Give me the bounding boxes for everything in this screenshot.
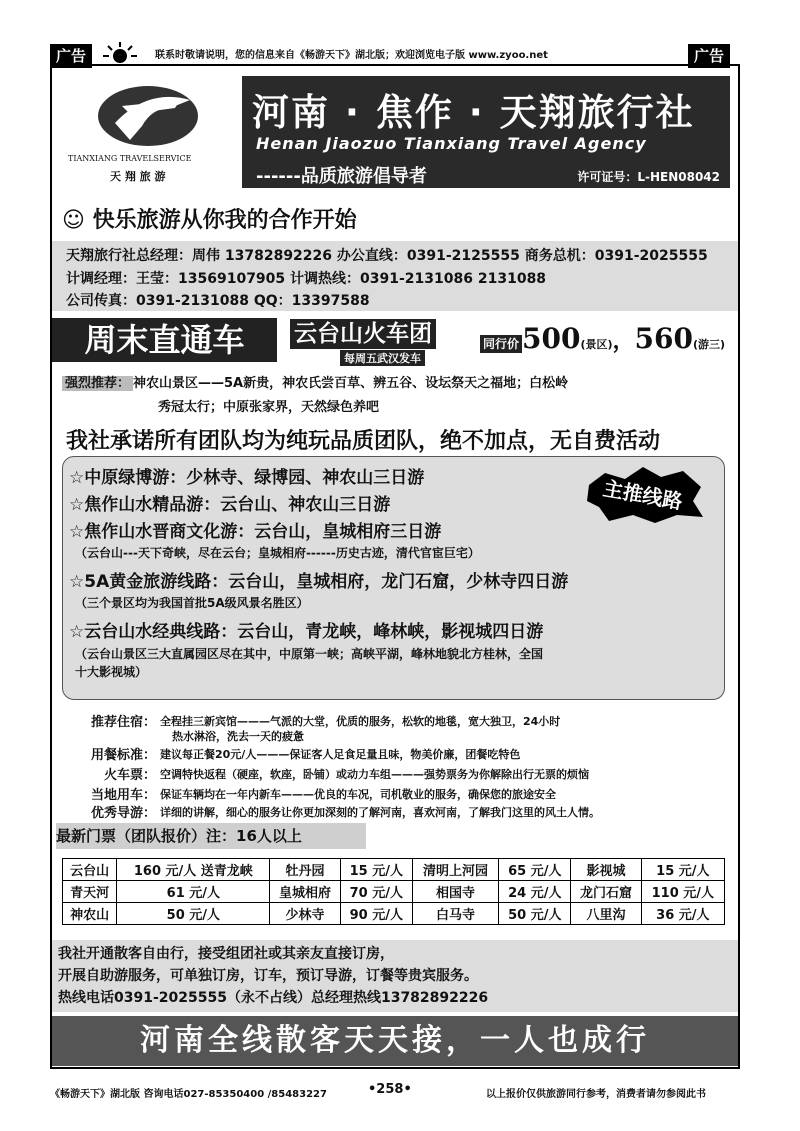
- price-bar: [480, 322, 725, 356]
- agency-title-en: Henan Jiaozuo Tianxiang Travel Agency: [256, 134, 647, 153]
- table-cell: 36 元/人: [641, 903, 724, 925]
- table-cell: 神农山: [63, 903, 117, 925]
- table-cell: 青天河: [63, 881, 117, 903]
- table-cell: 61 元/人: [117, 881, 270, 903]
- ticket-table: [62, 858, 725, 925]
- ad-tag-right: 广告: [688, 44, 730, 68]
- table-cell: 皇城相府: [270, 881, 340, 903]
- table-cell: 白马寺: [412, 903, 498, 925]
- price-label: 同行价: [480, 335, 522, 353]
- service-label: 当地用车：: [90, 788, 156, 803]
- table-cell: 牡丹园: [270, 859, 340, 881]
- route-title: ☆5A黄金旅游线路：云台山，皇城相府，龙门石窟，少林寺四日游: [69, 572, 569, 592]
- offer-line: 开展自助游服务，可单独订房，订车，预订导游，订餐等贵宾服务。: [58, 968, 478, 984]
- logo-en: TIANXIANG TRAVELSERVICE: [68, 154, 192, 163]
- promise-text: 我社承诺所有团队均为纯玩品质团队，绝不加点，无自费活动: [66, 429, 661, 454]
- train-group-sub: 每周五武汉发车: [340, 350, 425, 366]
- page-number: •258•: [368, 1082, 412, 1097]
- footer-right: 以上报价仅供旅游同行参考，消费者请勿参阅此书: [486, 1089, 706, 1100]
- service-label: 推荐住宿：: [90, 715, 156, 730]
- service-label: 用餐标准：: [90, 748, 156, 763]
- table-cell: 110 元/人: [641, 881, 724, 903]
- table-cell: 少林寺: [270, 903, 340, 925]
- table-cell: 70 元/人: [340, 881, 412, 903]
- agency-title: 河南 · 焦作 · 天翔旅行社: [252, 91, 695, 134]
- logo-cn: 天 翔 旅 游: [110, 170, 166, 183]
- footer-left: 《畅游天下》湖北版 咨询电话027-85350400 /85483227: [50, 1089, 327, 1100]
- table-cell: 24 元/人: [499, 881, 571, 903]
- route-note: （云台山景区三大直属园区尽在其中，中原第一峡；高峡平湖，峰林地貌北方桂林，全国: [75, 647, 544, 661]
- agency-banner: [242, 76, 730, 188]
- route-note: （三个景区均为我国首批5A级风景名胜区）: [75, 596, 309, 610]
- route-title: ☆云台山水经典线路：云台山，青龙峡，峰林峡，影视城四日游: [69, 622, 544, 642]
- contact-line: 公司传真：0391-2131088 QQ：13397588: [66, 293, 370, 309]
- service-text: 详细的讲解，细心的服务让你更加深刻的了解河南，喜欢河南，了解我门这里的风土人情。: [160, 806, 600, 819]
- table-row: [63, 903, 725, 925]
- offer-line: 热线电话0391-2025555（永不占线）总经理热线13782892226: [58, 990, 489, 1006]
- table-row: [63, 859, 725, 881]
- route-note: 十大影视城）: [75, 665, 148, 679]
- table-cell: 90 元/人: [340, 903, 412, 925]
- offer-line: 我社开通散客自由行，接受组团社或其亲友直接订房，: [58, 946, 394, 962]
- price-sep: ，: [612, 329, 635, 354]
- table-cell: 相国寺: [412, 881, 498, 903]
- service-text: 热水淋浴，洗去一天的疲惫: [172, 730, 304, 743]
- services-offer-box: [52, 940, 738, 1012]
- happy-heading-text: 快乐旅游从你我的合作开始: [92, 208, 357, 233]
- weekend-express-title: 周末直通车: [52, 318, 277, 362]
- table-cell: 龙门石窟: [571, 881, 641, 903]
- table-cell: 65 元/人: [499, 859, 571, 881]
- recommend-label: 强烈推荐：: [62, 376, 133, 391]
- route-title: ☆焦作山水晋商文化游：云台山，皇城相府三日游: [69, 522, 442, 542]
- service-text: 建议每正餐20元/人———保证客人足食足量且味，物美价廉，团餐吃特色: [160, 748, 521, 761]
- strong-recommend: [62, 372, 568, 391]
- route-title: ☆焦作山水精品游：云台山、神农山三日游: [69, 495, 391, 515]
- route-title: ☆中原绿博游：少林寺、绿博园、神农山三日游: [69, 468, 425, 488]
- service-text: 全程挂三新宾馆———气派的大堂，优质的服务，松软的地毯，宽大独卫，24小时: [160, 715, 561, 728]
- price-2-note: (游三): [693, 338, 726, 351]
- service-label: 火车票：: [103, 768, 156, 783]
- badge-text: 主推线路: [601, 476, 685, 514]
- price-1: 500: [522, 322, 581, 355]
- company-logo: [60, 78, 235, 190]
- train-group-title: 云台山火车团: [290, 319, 436, 349]
- smiley-icon: ☺: [62, 208, 85, 233]
- price-1-note: (景区): [580, 338, 613, 351]
- ad-tag-left: 广告: [50, 44, 92, 68]
- table-cell: 15 元/人: [340, 859, 412, 881]
- table-cell: 50 元/人: [499, 903, 571, 925]
- happy-heading: [62, 203, 357, 234]
- agency-slogan: ------品质旅游倡导者: [256, 166, 427, 187]
- contact-line: 计调经理：王莹：13569107905 计调热线：0391-2131086 2131088: [66, 271, 547, 287]
- table-cell: 15 元/人: [641, 859, 724, 881]
- main-route-badge: [585, 465, 705, 525]
- table-cell: 160 元/人 送青龙峡: [117, 859, 270, 881]
- tianxiang-logo-icon: [60, 78, 235, 158]
- license-number: 许可证号：L-HEN08042: [577, 170, 720, 184]
- recommend-line-1: 神农山景区——5A新贵，神农氏尝百草、辨五谷、设坛祭天之福地；白松岭: [133, 376, 569, 391]
- table-cell: 云台山: [63, 859, 117, 881]
- sun-logo-icon: [100, 40, 140, 64]
- contact-line: 天翔旅行社总经理：周伟 13782892226 办公直线：0391-2125555 商务总机：0391-2025555: [66, 248, 708, 264]
- table-cell: 八里沟: [571, 903, 641, 925]
- table-cell: 50 元/人: [117, 903, 270, 925]
- route-note: （云台山---天下奇峡，尽在云台；皇城相府------历史古迹，清代官宦巨宅）: [75, 546, 480, 560]
- contact-box: [52, 241, 738, 311]
- recommend-line-2: 秀冠太行；中原张家界，天然绿色养吧: [158, 400, 380, 415]
- tickets-heading: 最新门票（团队报价）注：16人以上: [56, 823, 366, 849]
- price-2: 560: [634, 322, 693, 355]
- service-text: 空调特快返程（硬座，软座，卧铺）或动力车组———强势票务为你解除出行无票的烦恼: [160, 768, 589, 781]
- big-slogan: 河南全线散客天天接，一人也成行: [52, 1016, 738, 1066]
- service-label: 优秀导游：: [90, 806, 156, 821]
- table-cell: 影视城: [571, 859, 641, 881]
- table-row: [63, 881, 725, 903]
- table-cell: 清明上河园: [412, 859, 498, 881]
- header-note: 联系时敬请说明，您的信息来自《畅游天下》湖北版；欢迎浏览电子版 www.zyoo.net: [155, 50, 548, 61]
- service-text: 保证车辆均在一年内新车———优良的车况，司机敬业的服务，确保您的旅途安全: [160, 788, 556, 801]
